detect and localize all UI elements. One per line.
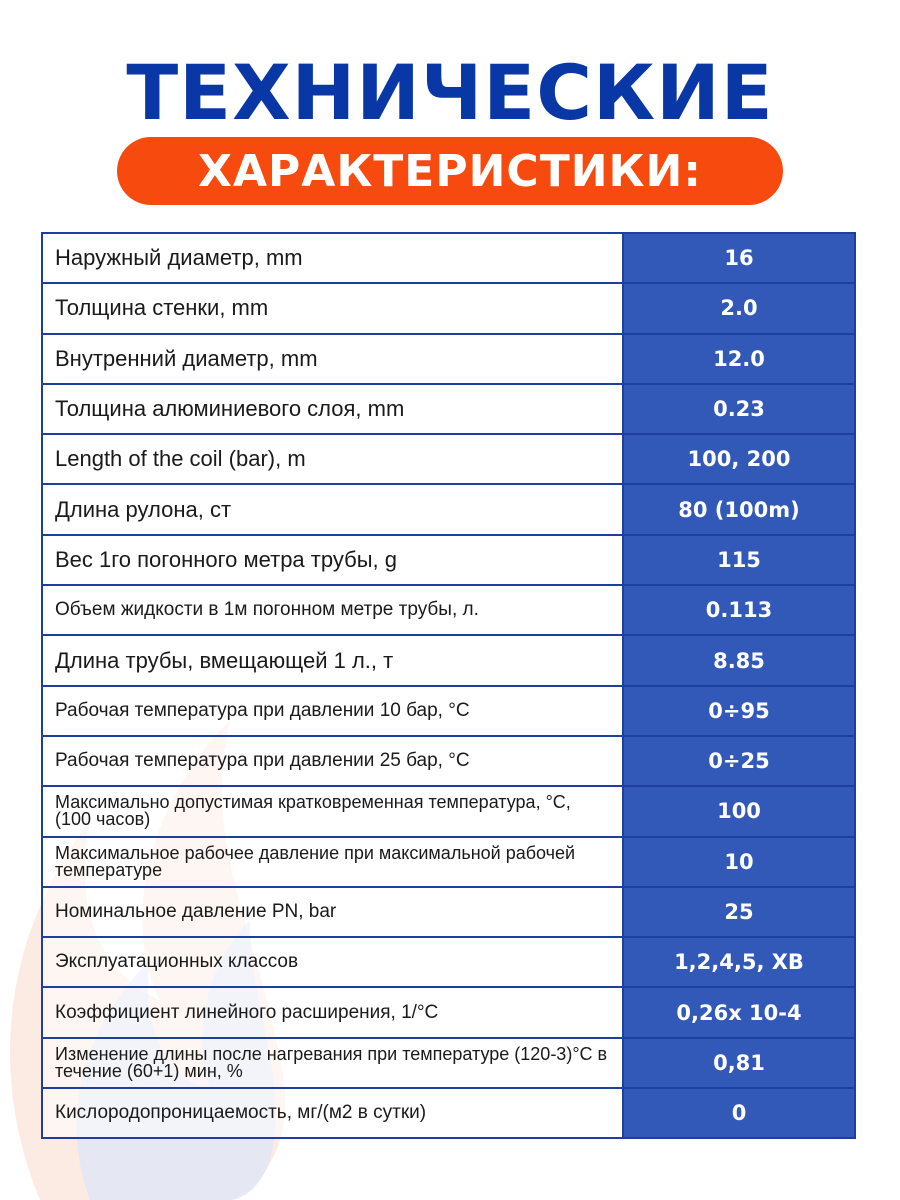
table-row (42, 937, 855, 987)
spec-value: 0÷95 (623, 686, 855, 736)
spec-label: Изменение длины после нагревания при температуре (120-3)°С в течение (60+1) мин, % (42, 1038, 623, 1088)
spec-value: 100 (623, 786, 855, 836)
spec-label: Длина рулона, ст (42, 484, 623, 534)
spec-label: Номинальное давление PN, bar (42, 887, 623, 937)
table-row (42, 1088, 855, 1138)
table-row (42, 987, 855, 1037)
spec-label: Объем жидкости в 1м погонном метре трубы, л. (42, 585, 623, 635)
spec-value: 0,81 (623, 1038, 855, 1088)
spec-label: Максимально допустимая кратковременная температура, °С, (100 часов) (42, 786, 623, 836)
spec-value: 100, 200 (623, 434, 855, 484)
spec-value: 0,26х 10-4 (623, 987, 855, 1037)
spec-label: Коэффициент линейного расширения, 1/°С (42, 987, 623, 1037)
spec-value: 25 (623, 887, 855, 937)
spec-value: 115 (623, 535, 855, 585)
table-row (42, 585, 855, 635)
spec-label: Толщина стенки, mm (42, 283, 623, 333)
spec-label: Length of the coil (bar), m (42, 434, 623, 484)
spec-value: 16 (623, 233, 855, 283)
spec-label: Внутренний диаметр, mm (42, 334, 623, 384)
table-row (42, 635, 855, 685)
spec-value: 0 (623, 1088, 855, 1138)
table-row (42, 786, 855, 836)
spec-label: Рабочая температура при давлении 25 бар, °С (42, 736, 623, 786)
subtitle-badge (117, 137, 783, 205)
table-row (42, 535, 855, 585)
table-row (42, 334, 855, 384)
spec-value: 1,2,4,5, ХВ (623, 937, 855, 987)
spec-value: 12.0 (623, 334, 855, 384)
spec-value: 10 (623, 837, 855, 887)
table-row (42, 434, 855, 484)
table-row (42, 384, 855, 434)
spec-label: Наружный диаметр, mm (42, 233, 623, 283)
table-row (42, 686, 855, 736)
spec-value: 0.113 (623, 585, 855, 635)
spec-label: Вес 1го погонного метра трубы, g (42, 535, 623, 585)
table-row (42, 887, 855, 937)
table-row (42, 484, 855, 534)
table-row (42, 233, 855, 283)
table-row (42, 1038, 855, 1088)
spec-table (41, 232, 856, 1139)
spec-value: 0÷25 (623, 736, 855, 786)
subtitle-text: ХАРАКТЕРИСТИКИ: (198, 145, 702, 197)
spec-value: 0.23 (623, 384, 855, 434)
table-row (42, 283, 855, 333)
spec-label: Длина трубы, вмещающей 1 л., т (42, 635, 623, 685)
table-row (42, 736, 855, 786)
spec-value: 8.85 (623, 635, 855, 685)
spec-value: 80 (100m) (623, 484, 855, 534)
spec-label: Толщина алюминиевого слоя, mm (42, 384, 623, 434)
table-row (42, 837, 855, 887)
spec-label: Максимальное рабочее давление при максимальной рабочей температуре (42, 837, 623, 887)
spec-label: Рабочая температура при давлении 10 бар, °С (42, 686, 623, 736)
spec-value: 2.0 (623, 283, 855, 333)
spec-label: Кислородопроницаемость, мг/(м2 в сутки) (42, 1088, 623, 1138)
spec-label: Эксплуатационных классов (42, 937, 623, 987)
page-title: ТЕХНИЧЕСКИЕ (126, 48, 774, 137)
